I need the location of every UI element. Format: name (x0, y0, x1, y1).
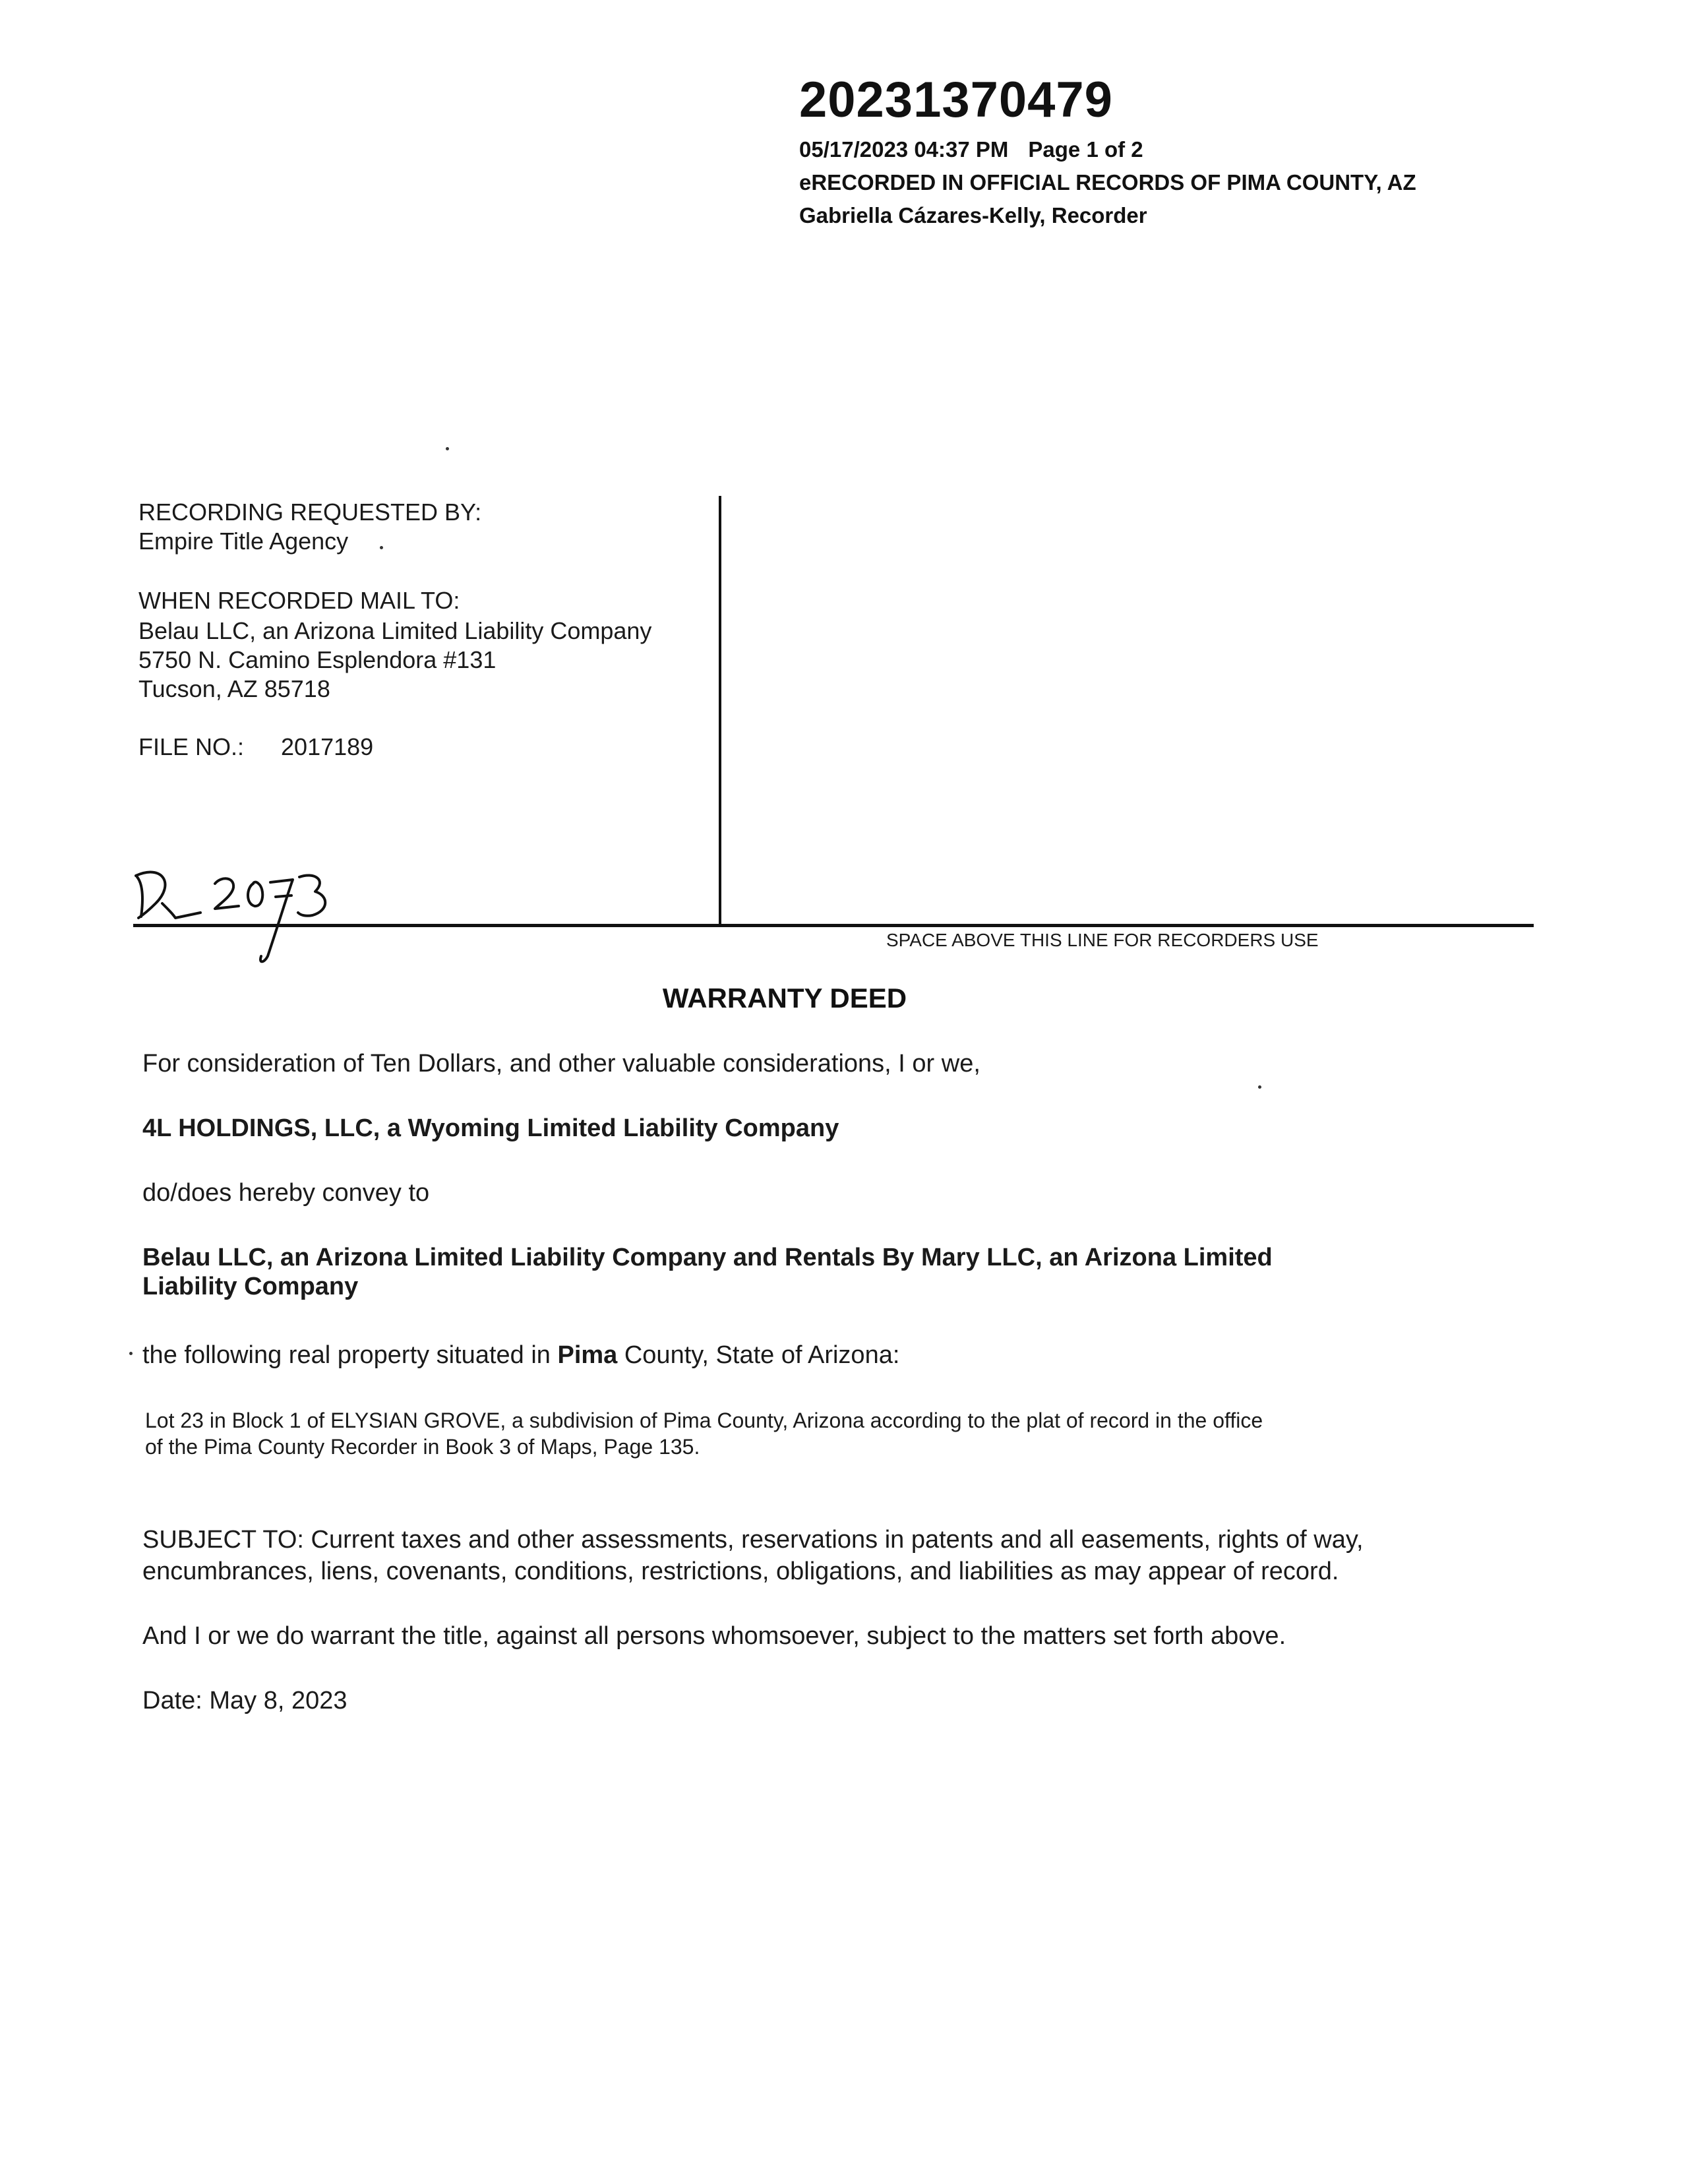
recording-datetime-line (799, 137, 1143, 162)
recording-datetime: 05/17/2023 04:37 PM (799, 137, 1009, 162)
scan-speck (380, 546, 383, 549)
deed-date (142, 1687, 347, 1715)
date-label: Date: (142, 1687, 202, 1714)
file-number-line (138, 733, 373, 761)
file-number: 2017189 (281, 733, 374, 760)
mail-to-label: WHEN RECORDED MAIL TO: (138, 587, 460, 614)
grantee-line-2: Liability Company (142, 1273, 359, 1300)
requested-by-label: RECORDING REQUESTED BY: (138, 499, 482, 526)
header-vertical-divider (719, 496, 721, 926)
recorder-name: Gabriella Cázares-Kelly, Recorder (799, 203, 1147, 228)
scan-speck (446, 447, 449, 450)
scan-speck (129, 1352, 133, 1355)
handwritten-initials (129, 857, 340, 976)
consideration-text: For consideration of Ten Dollars, and other valuable considerations, I or we, (142, 1050, 980, 1077)
document-number: 20231370479 (799, 72, 1113, 128)
grantor: 4L HOLDINGS, LLC, a Wyoming Limited Liability Company (142, 1114, 839, 1142)
scan-speck (1258, 1085, 1261, 1089)
mail-to-name: Belau LLC, an Arizona Limited Liability Company (138, 617, 652, 644)
page-info: Page 1 of 2 (1028, 137, 1143, 162)
mail-to-street: 5750 N. Camino Esplendora #131 (138, 646, 497, 673)
subject-to-line-1: SUBJECT TO: Current taxes and other assessments, reservations in patents and all easements, rights of way, (142, 1526, 1364, 1554)
legal-description-line-1: Lot 23 in Block 1 of ELYSIAN GROVE, a subdivision of Pima County, Arizona according to the plat of record in the office (145, 1409, 1263, 1432)
recorded-in: eRECORDED IN OFFICIAL RECORDS OF PIMA COUNTY, AZ (799, 170, 1416, 195)
property-county: Pima (557, 1341, 618, 1369)
property-location (142, 1341, 899, 1370)
grantee-line-1: Belau LLC, an Arizona Limited Liability Company and Rentals By Mary LLC, an Arizona Limited (142, 1244, 1273, 1271)
legal-description-line-2: of the Pima County Recorder in Book 3 of Maps, Page 135. (145, 1435, 700, 1459)
deed-title: WARRANTY DEED (662, 983, 907, 1014)
file-number-label: FILE NO.: (138, 733, 245, 760)
convey-text: do/does hereby convey to (142, 1179, 430, 1207)
subject-to-line-2: encumbrances, liens, covenants, conditions, restrictions, obligations, and liabilities as may appear of record. (142, 1558, 1339, 1585)
mail-to-city: Tucson, AZ 85718 (138, 675, 330, 702)
date-value: May 8, 2023 (209, 1687, 347, 1714)
recorder-space-line (133, 924, 1534, 927)
warranty-statement: And I or we do warrant the title, against all persons whomsoever, subject to the matters set forth above. (142, 1622, 1286, 1650)
requested-by: Empire Title Agency (138, 528, 349, 555)
property-prefix: the following real property situated in (142, 1341, 558, 1369)
recorder-space-note: SPACE ABOVE THIS LINE FOR RECORDERS USE (886, 930, 1319, 950)
property-suffix: County, State of Arizona: (617, 1341, 900, 1369)
